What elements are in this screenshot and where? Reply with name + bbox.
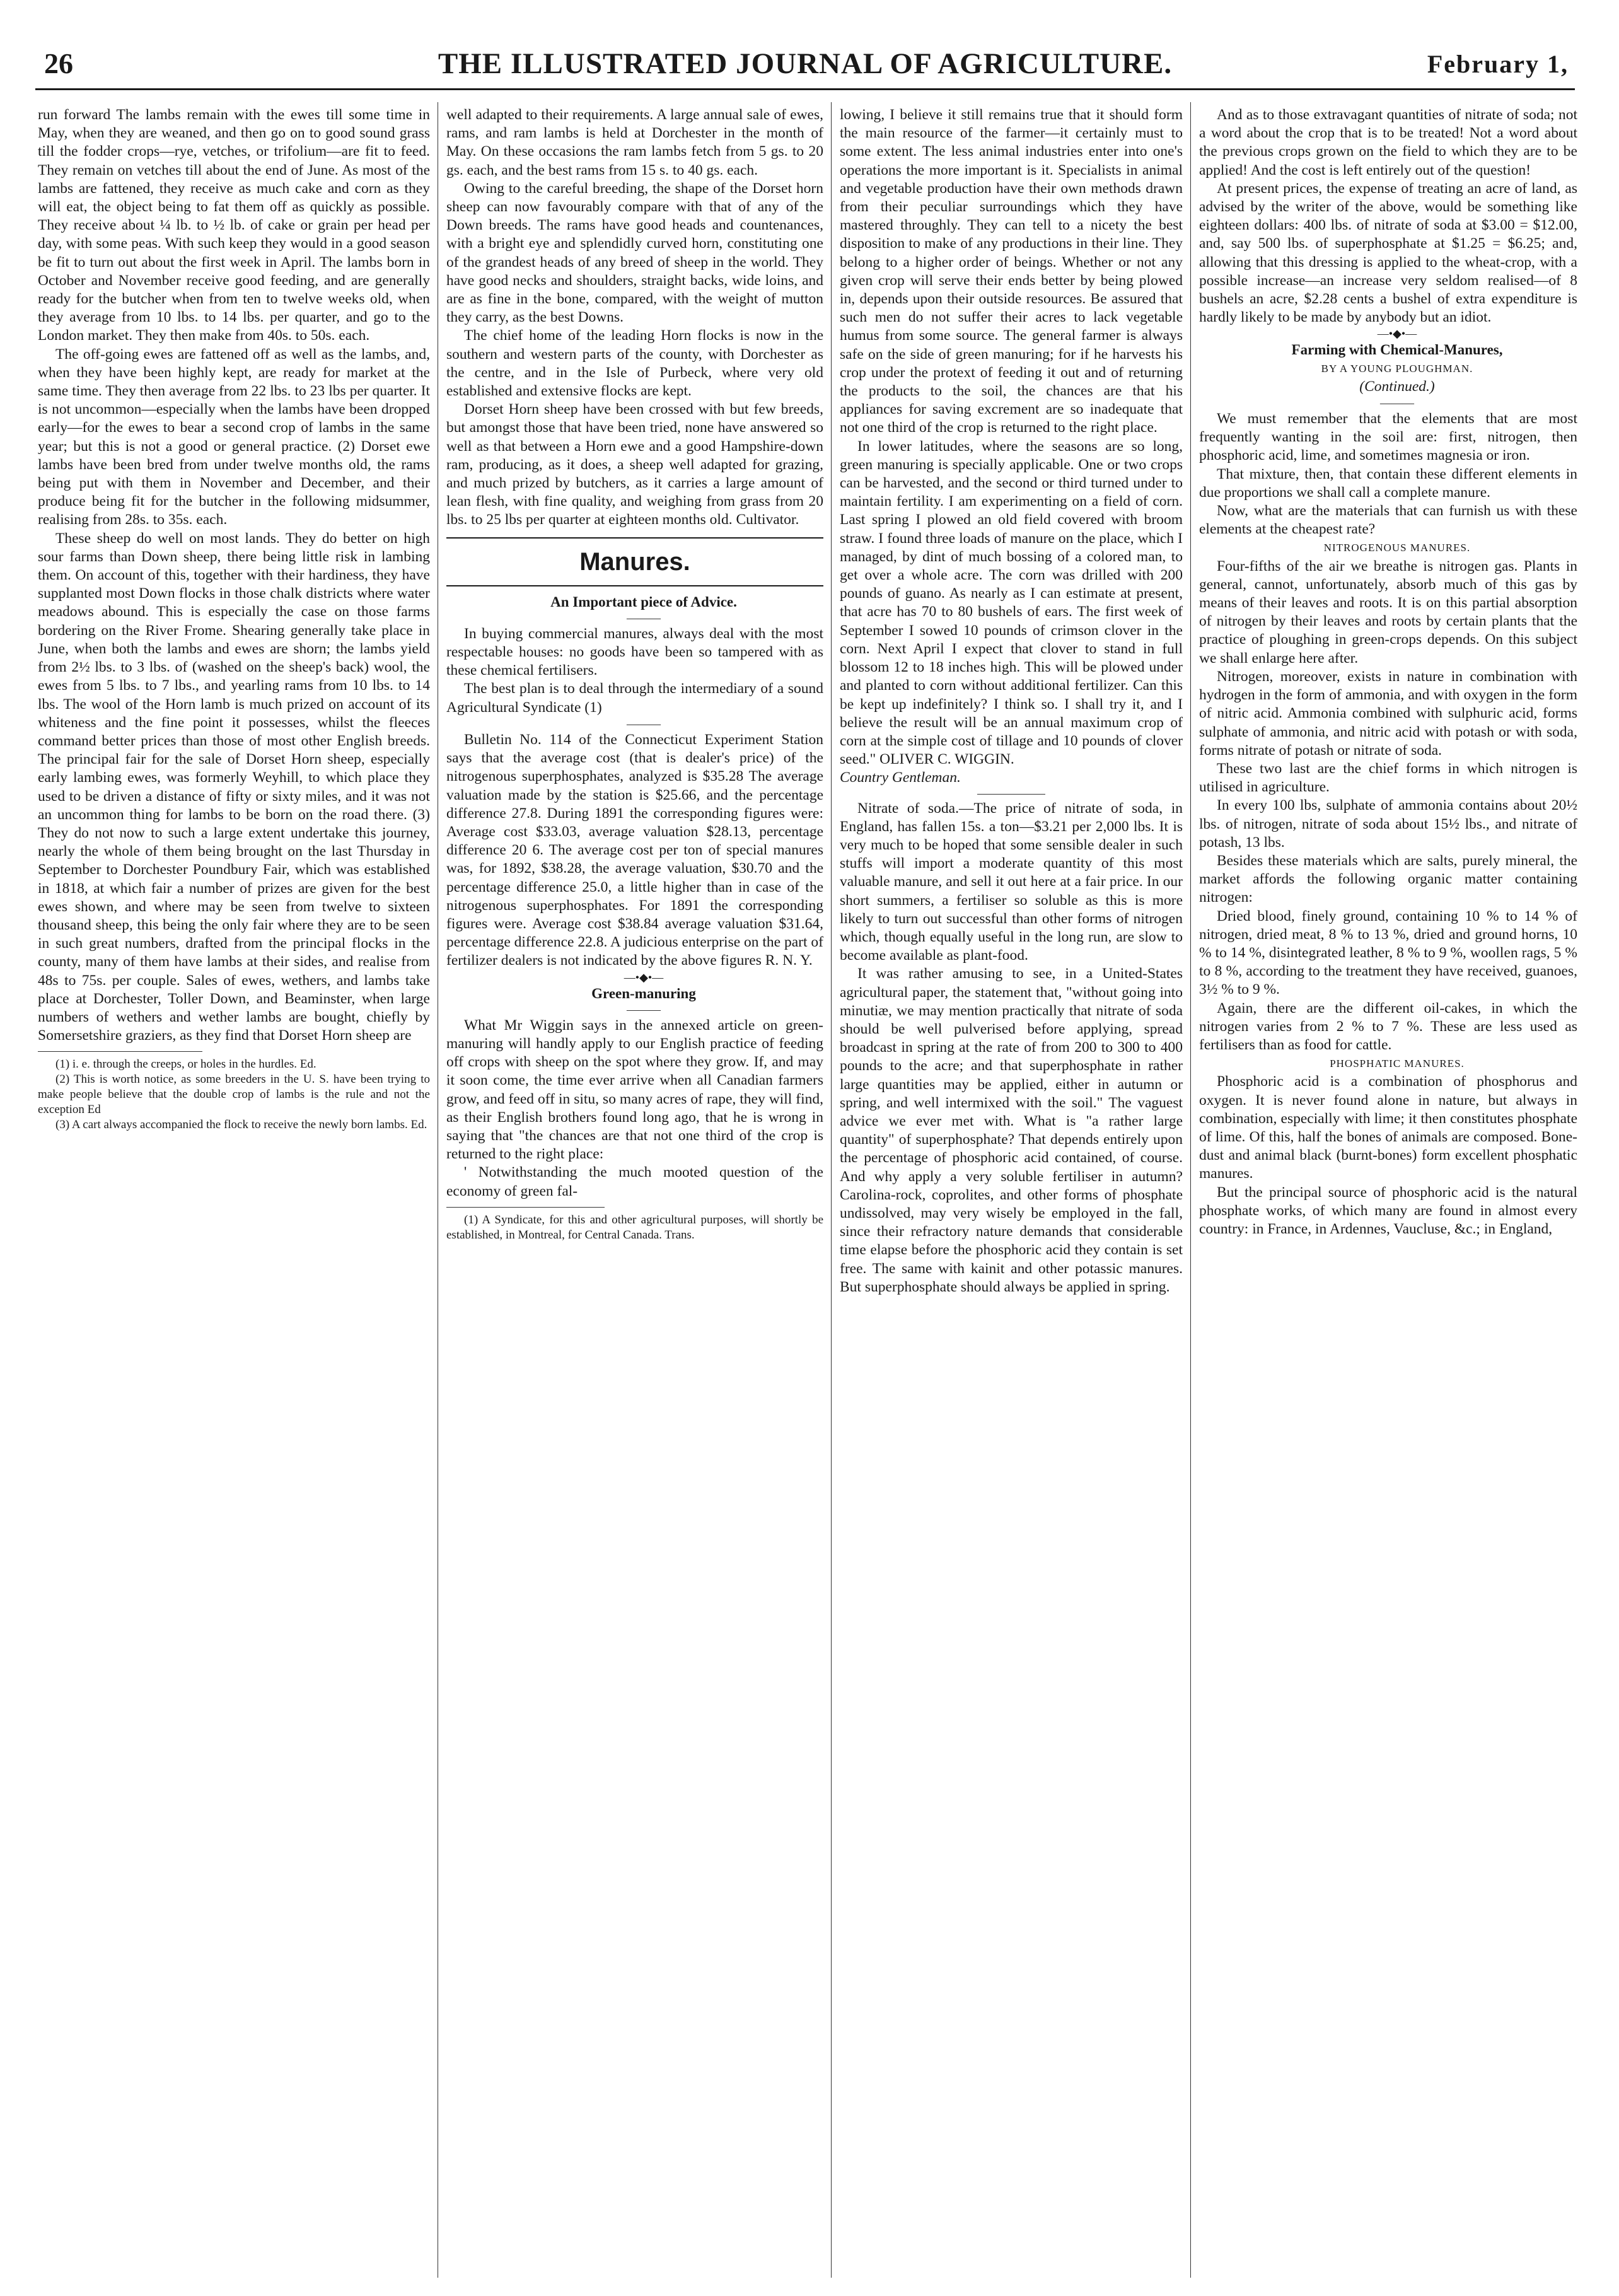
- ornament-divider: —•◆•—: [1377, 327, 1417, 341]
- paragraph: The chief home of the leading Horn flocks is now in the southern and western parts of the county, with Dorchester as the centre, and in the Isle of Purbeck, where very old established and extensive flocks are kept.: [446, 327, 823, 400]
- ornament-divider: ———: [627, 717, 661, 730]
- paragraph: That mixture, then, that contain these different elements in due proportions we shall call a complete manure.: [1199, 465, 1577, 501]
- paragraph: Bulletin No. 114 of the Connecticut Experiment Station says that the average cost (that is dealer's price) of the nitrogenous superphosphates, analyzed is $35.28 The average valuation made by the station is $25.66, and the percentage difference 27.8. During 1891 the corresponding figures were: Average cost $33.03, average valuation $28.13, percentage difference 20 6. The average cost per ton of special manures was, for 1892, $38.28, the average valuation, $30.70 and the percentage difference 25.0, a little higher than in case of the nitrogenous superphosphates. For 1891 the corresponding figures were. Average cost $38.84 average valuation $31.64, percentage difference 22.8. A judicious enterprise on the part of fertilizer dealers is not indicated by the above figures R. N. Y.: [446, 731, 823, 969]
- ornament-divider: ———: [627, 611, 661, 624]
- paragraph: We must remember that the elements that are most frequently wanting in the soil are: first, nitrogen, then phosphoric acid, lime, and sometimes magnesia or iron.: [1199, 411, 1577, 464]
- column-1: [38, 106, 430, 2275]
- section-heading-box: [446, 537, 823, 586]
- paragraph: Phosphoric acid is a combination of phosphorus and oxygen. It is never found alone in nature, but always in combination, especially with lime; it then constitutes phosphate of lime. Of this, half the bones of animals are composed. Bone-dust and animal black (burnt-bones) form excellent phosphatic manures.: [1199, 1073, 1577, 1182]
- column-4: [1199, 106, 1577, 2275]
- subheading: NITROGENOUS MANURES.: [1323, 542, 1471, 554]
- ornament-divider: ———: [1380, 397, 1414, 410]
- paragraph: It was rather amusing to see, in a United-States agricultural paper, the statement that, "without going into minutiæ, we may mention practically that nitrate of soda should be well pulverised before applying, spread broadcast in spring at the rate of from 200 to 300 to 400 pounds to the acre; and that superphosphate in rather large quantities may be applied, either in autumn or spring, and well intermixed with the soil." The vaguest advice we ever met with. What is "a rather large quantity" of superphosphate? That depends entirely upon the percentage of phosphoric acid contained, of course. And why apply a very soluble fertiliser in autumn? Carolina-rock, coprolites, and other forms of phosphate undissolved, may very wisely be employed in the fall, since their refractory nature demands that considerable time elapse before the phosphoric acid they contain is set free. The same with kainit and other potassic manures. But superphosphate should always be applied in spring.: [840, 965, 1183, 1295]
- paragraph: In lower latitudes, where the seasons are so long, green manuring is specially applicable. One or two crops can be harvested, and the second or third turned under to maintain fertility. I am experimenting on a field of corn. Last spring I plowed an old field covered with broom straw. I found three loads of manure on the place, which I managed, by dint of much bossing of a colored man, to get over a whole acre. The corn was drilled with 200 pounds of guano. As nearly as I can estimate at present, that acre has 70 to 80 bushels of ears. The first week of September I sowed 10 pounds of crimson clover in the corn. Next April I expect that clover to stand in full blossom 12 to 18 inches high. This will be plowed under and planted to corn without additional fertilizer. Can this be kept up indefinitely? I think so. I shall try it, and I believe the result will be an annual maximum crop of corn at the simple cost of tillage and 10 pounds of clover seed." OLIVER C. WIGGIN.: [840, 438, 1183, 768]
- source-credit: Country Gentleman.: [840, 769, 961, 786]
- footnote: (1) A Syndicate, for this and other agricultural purposes, will shortly be established, in Montreal, for Central Canada. Trans.: [446, 1213, 823, 1242]
- paragraph: Owing to the careful breeding, the shape of the Dorset horn sheep can now favourably compare with that of any of the Down breeds. The rams have good heads and countenances, with a bright eye and splendidly curved horn, constituting one of the grandest heads of any breed of sheep in the world. They have good necks and shoulders, straight backs, wide loins, and are as fine in the bone, compared, with the weight of mutton they carry, as the best Downs.: [446, 180, 823, 326]
- paragraph: And as to those extravagant quantities of nitrate of soda; not a word about the crop that is to be treated! Not a word about the previous crops grown on the field to which they are to be applied! And the cost is left entirely out of the question!: [1199, 107, 1577, 178]
- paragraph: Again, there are the different oil-cakes, in which the nitrogen varies from 2 % to 7 %. These are less used as fertilisers than as food for cattle.: [1199, 999, 1577, 1053]
- paragraph: The best plan is to deal through the intermediary of a sound Agricultural Syndicate (1): [446, 680, 823, 716]
- footnote: (2) This is worth notice, as some breeders in the U. S. have been trying to make people believe that the double crop of lambs is the rule and not the exception Ed: [38, 1073, 430, 1117]
- paragraph: Besides these materials which are salts, purely mineral, the market affords the following organic matter containing nitrogen:: [1199, 852, 1577, 906]
- paragraph: Four-fifths of the air we breathe is nitrogen gas. Plants in general, cannot, unfortunately, absorb much of this gas by means of their leaves and roots. It is on this partial absorption of nitrogen by their leaves and roots by certain plants that the practice of ploughing in green-crops depends. On this subject we shall enlarge here after.: [1199, 557, 1577, 667]
- paragraph: Nitrate of soda.—The price of nitrate of soda, in England, has fallen 15s. a ton—$3.21 per 2,000 lbs. It is very much to be hoped that some sensible dealer in such stuffs will import a moderate quantity of this most valuable manure, and sell it out here at a fair price. In our short summers, a fertiliser so soluble as this is more likely to turn out successful than other forms of nitrogen which, though equally useful in the long run, are slow to become available as plant-food.: [840, 800, 1183, 964]
- ornament-divider: —•◆•—: [624, 970, 664, 984]
- paragraph: These sheep do well on most lands. They do better on high sour farms than Down sheep, there being little risk in lambing them. On account of this, together with their hardiness, they have supplanted most Down flocks in those chalk districts where water meadows abound. This is especially the case on those farms bordering on the River Frome. Shearing generally take place in June, when both the lambs and ewes are shorn; the lambs yield from 2½ lbs. to 3 lbs. of (washed on the sheep's back) wool, the ewes from 5 lbs. to 7 lbs., and yearling rams from 10 lbs. to 14 lbs. The wool of the Horn lamb is much prized on account of its whiteness and the fine point it possesses, whilst the fleeces command better prices than those of most other English breeds. The principal fair for the sale of Dorset Horn sheep, especially early lambing ewes, was formerly Weyhill, to which place they used to be driven a distance of fifty or sixty miles, and it was not an uncommon thing for lambs to be born on the road there. (3) They do not now to such a large extent undertake this journey, nearly the whole of them being brought on the last Thursday in September to Dorchester Poundbury Fair, which was established in 1818, at which fair a number of prizes are given for the best ewes shown, and where may be seen from twelve to sixteen thousand sheep, this being the only fair where they are to be seen in such great numbers, drafted from the principal flocks in the county, many of them have lambs at their sides, and realise from 48s to 75s. per couple. Sales of ewes, wethers, and lambs take place at Dorchester, Toller Down, and Beaminster, when large numbers of wethers and wether lambs are bought, chiefly by Somersetshire graziers, as they find that Dorset Horn sheep are: [38, 530, 430, 1044]
- paragraph: But the principal source of phosphoric acid is the natural phosphate works, of which many are found in almost every country: in France, in Ardennes, Vaucluse, &c.; in England,: [1199, 1184, 1577, 1237]
- article-title: Green-manuring: [591, 985, 696, 1001]
- column-2: [446, 106, 823, 2275]
- paragraph: In buying commercial manures, always deal with the most respectable houses: no goods have been so tampered with as these chemical fertilisers.: [446, 625, 823, 679]
- column-rule: [831, 102, 832, 2278]
- journal-title: THE ILLUSTRATED JOURNAL OF AGRICULTURE.: [438, 47, 1173, 80]
- paragraph: run forward The lambs remain with the ewes till some time in May, when they are weaned, and then go on to good sound grass till the fodder crops—rye, vetches, or trifolium—are fit to feed. They remain on vetches till about the end of June. As most of the lambs are fattened, they receive as much cake and corn as they will eat, the object being to fat them off as quickly as possible. They receive about ¼ lb. to ½ lb. of cake or grain per head per day, with some peas. With such keep they would in a good season be fit to turn out about the first week in April. The lambs born in October and November receive good feeding, and are generally ready for the butcher when from ten to twelve weeks old, when they average from 10 lbs. to 14 lbs. per quarter, and go to the London market. They then make from 40s. to 50s. each.: [38, 107, 430, 344]
- continued-note: (Continued.): [1359, 378, 1435, 395]
- page-header: [35, 44, 1575, 90]
- footnote-divider: [446, 1207, 605, 1208]
- paragraph: What Mr Wiggin says in the annexed article on green-manuring will handly apply to our English practice of feeding off crops with sheep on the spot where they grow. If, and may it soon come, the time ever arrive when all Canadian farmers grow, and feed off in situ, so many acres of rape, they will find, as their English brothers found long ago, that he is wrong in saying that "the chances are that not one third of the crop is returned to the right place:: [446, 1017, 823, 1163]
- paragraph: Dorset Horn sheep have been crossed with but few breeds, but amongst those that have been tried, none have answered so well as that between a Horn ewe and a good Hampshire-down ram, producing, as it does, a sheep well adapted for grazing, and much prized by butchers, as it carries a large amount of lean flesh, with fine quality, and weighing from grass from 20 lbs. to 25 lbs per quarter at eighteen months old. Cultivator.: [446, 401, 823, 528]
- paragraph: In every 100 lbs, sulphate of ammonia contains about 20½ lbs. of nitrogen, nitrate of soda about 15½ lbs., and nitrate of potash, 13 lbs.: [1199, 797, 1577, 851]
- paragraph: lowing, I believe it still remains true that it should form the main resource of the farmer—it certainly must to some extent. The less animal industries enter into one's operations the more important is it. Specialists in animal and vegetable production have their own methods drawn from their peculiar surroundings which they have mastered throughly. They can tell to a nicety the best disposition to make of any productions in their line. They belong to a higher order of beings. Whether or not any given crop will serve their ends better by being plowed in, depends upon their outside resources. Be assured that such men do not suffer their acres to lack vegetable humus from some source. The general farmer is always safe on the side of green manuring; for if he harvests his crop under the protext of feeding it out and of returning the products to the soil, the chances are that his appliances for saving excrement are so inadequate that not one third of the crop is returned to the right place.: [840, 107, 1183, 436]
- byline: BY A YOUNG PLOUGHMAN.: [1321, 362, 1473, 375]
- column-rule: [1190, 102, 1191, 2278]
- issue-date: February 1,: [1427, 50, 1569, 78]
- column-3: [840, 106, 1183, 2275]
- paragraph: At present prices, the expense of treating an acre of land, as advised by the writer of the above, would be something like eighteen dollars: 400 lbs. of nitrate of soda at $3.00 = $12.00, and, say 500 lbs. of superphosphate at $1.25 = $6.25; and, allowing that this dressing is applied to the wheat-crop, with a possible increase—an increase very seldom realised—of 8 bushels an acre, $2.28 cents a bushel of extra expenditure is hardly likely to be made by anybody but an idiot.: [1199, 180, 1577, 326]
- article-title: An Important piece of Advice.: [550, 593, 737, 610]
- section-title: Manures.: [579, 547, 690, 576]
- paragraph: ' Notwithstanding the much mooted question of the economy of green fal-: [446, 1164, 823, 1199]
- footnote-divider: [38, 1051, 202, 1052]
- footnote: (1) i. e. through the creeps, or holes in the hurdles. Ed.: [55, 1058, 316, 1071]
- footnote: (3) A cart always accompanied the flock to receive the newly born lambs. Ed.: [55, 1118, 427, 1132]
- article-title: Farming with Chemical-Manures,: [1291, 342, 1503, 358]
- paragraph: Nitrogen, moreover, exists in nature in combination with hydrogen in the form of ammonia, and with oxygen in the form of nitric acid. Ammonia combined with sulphuric acid, forms sulphate of ammonia, and nitric acid with potash or with soda, forms nitrate of potash or nitrate of soda.: [1199, 668, 1577, 759]
- subheading: PHOSPHATIC MANURES.: [1330, 1058, 1465, 1070]
- paragraph: well adapted to their requirements. A large annual sale of ewes, rams, and ram lambs is held at Dorchester in the month of May. On these occasions the ram lambs fetch from 5 gs. to 20 gs. each, and the best rams from 15 s. to 40 gs. each.: [446, 107, 823, 178]
- divider: [977, 794, 1046, 795]
- paragraph: The off-going ewes are fattened off as well as the lambs, and, when they have been highly kept, are ready for market at the same time. They then average from 22 lbs. to 23 lbs per quarter. It is not uncommon—especially when the lambs have been dropped early—for the ewes to bear a second crop of lambs in the same year; but this is not a good or general practice. (2) Dorset ewe lambs have been bred from under twelve months old, the rams being put with them in November and December, and their produce being fit for the butcher in the following midsummer, realising from 28s. to 35s. each.: [38, 346, 430, 528]
- paragraph: These two last are the chief forms in which nitrogen is utilised in agriculture.: [1199, 760, 1577, 796]
- paragraph: Now, what are the materials that can furnish us with these elements at the cheapest rate?: [1199, 503, 1577, 538]
- page-number: 26: [44, 47, 73, 79]
- ornament-divider: ———: [627, 1003, 661, 1016]
- paragraph: Dried blood, finely ground, containing 10 % to 14 % of nitrogen, dried meat, 8 % to 13 %, dried and ground horns, 10 % to 14 %, disintegrated leather, 8 % to 9 %, woollen rags, 5 % to 8 %, according to the treatment they have received, guanoes, 3½ % to 9 %.: [1199, 907, 1577, 998]
